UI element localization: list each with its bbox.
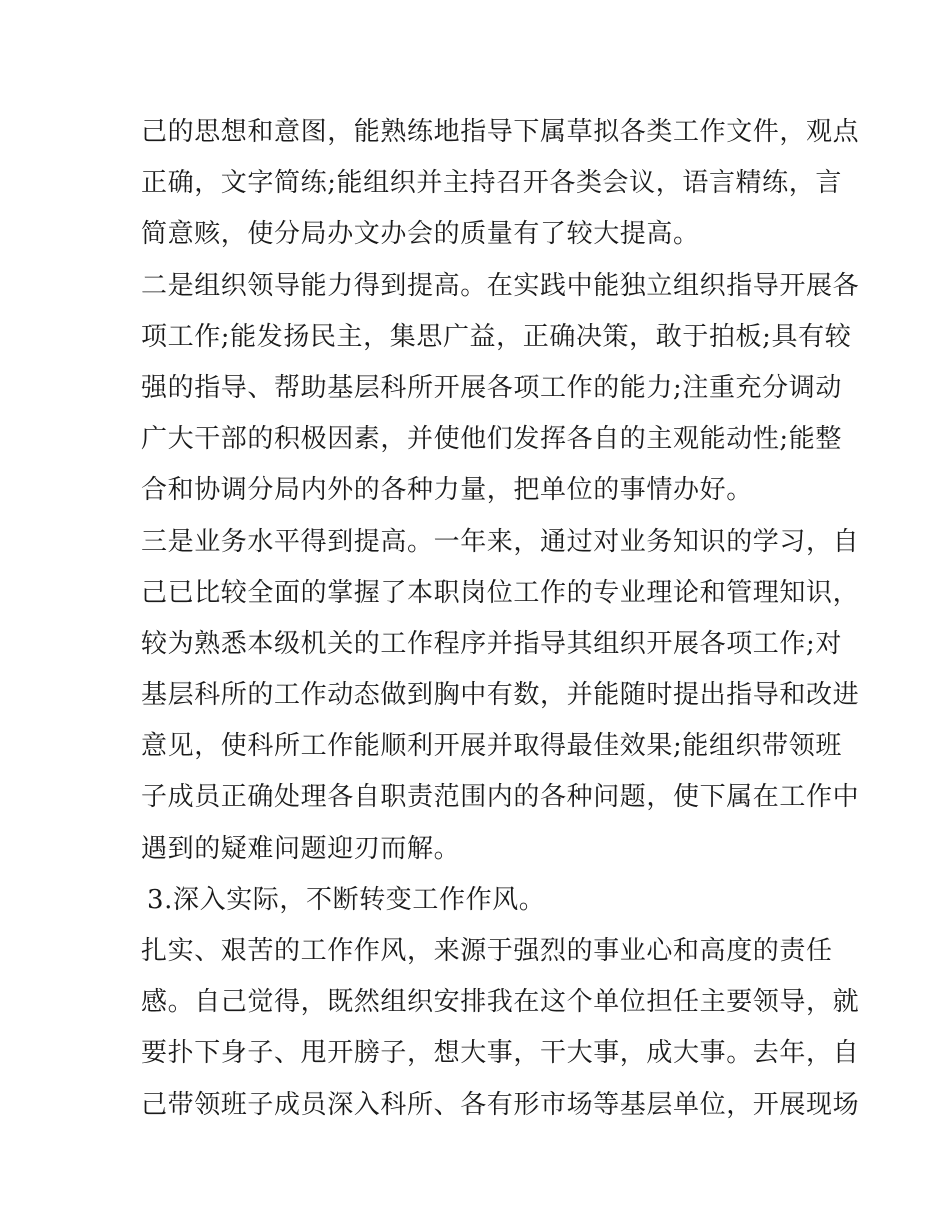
text-line: 感。自己觉得，既然组织安排我在这个单位担任主要领导，就 (141, 987, 860, 1018)
text-line: 子成员正确处理各自职责范围内的各种问题，使下属在工作中 (141, 782, 860, 813)
text-line: 要扑下身子、甩开膀子，想大事，干大事，成大事。去年，自 (141, 1038, 860, 1069)
text-line: 基层科所的工作动态做到胸中有数，并能随时提出指导和改进 (141, 680, 860, 711)
text-line: 二是组织领导能力得到提高。在实践中能独立组织指导开展各 (141, 270, 860, 301)
document-body (141, 107, 860, 1131)
text-line: 合和协调分局内外的各种力量，把单位的事情办好。 (141, 475, 753, 506)
text-line: 己的思想和意图，能熟练地指导下属草拟各类工作文件，观点 (141, 117, 860, 147)
text-line: 扎实、艰苦的工作作风，来源于强烈的事业心和高度的责任 (141, 936, 833, 966)
text-line: 己带领班子成员深入科所、各有形市场等基层单位，开展现场 (141, 1089, 860, 1120)
text-line: 项工作;能发扬民主，集思广益，正确决策，敢于拍板;具有较 (141, 321, 852, 352)
text-line: 三是业务水平得到提高。一年来，通过对业务知识的学习，自 (141, 526, 860, 557)
section-heading: 3.深入实际，不断转变工作作风。 (147, 884, 546, 915)
text-line: 遇到的疑难问题迎刃而解。 (141, 833, 461, 864)
text-line: 简意赅，使分局办文办会的质量有了较大提高。 (141, 219, 700, 250)
text-line: 较为熟悉本级机关的工作程序并指导其组织开展各项工作;对 (141, 628, 842, 659)
text-line: 强的指导、帮助基层科所开展各项工作的能力;注重充分调动 (141, 372, 842, 403)
text-line: 广大干部的积极因素，并使他们发挥各自的主观能动性;能整 (141, 424, 842, 455)
text-line: 意见，使科所工作能顺利开展并取得最佳效果;能组织带领班 (141, 731, 842, 762)
text-line: 己已比较全面的掌握了本职岗位工作的专业理论和管理知识， (141, 577, 860, 608)
text-line: 正确，文字简练;能组织并主持召开各类会议，语言精练，言 (141, 168, 842, 199)
